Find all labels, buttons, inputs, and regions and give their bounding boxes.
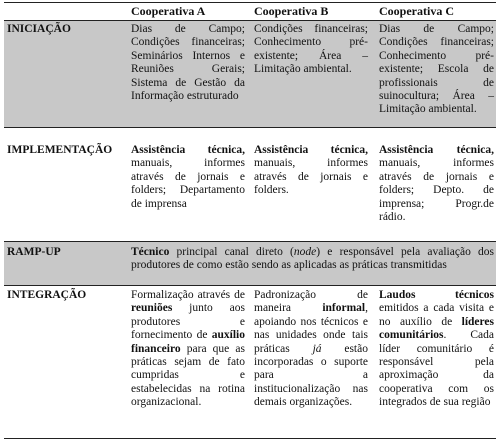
text: Padronização de maneira	[254, 289, 368, 315]
rule-top	[4, 2, 496, 3]
stage-implementacao: IMPLEMENTAÇÃO	[7, 144, 113, 156]
text: para que as práticas sejam de fato cumpridas e estabelecidas na rotina organizacional.	[131, 342, 245, 409]
cell-iniciacao-a: Dias de Campo; Condições financeiras; Seminários Internos e Reuniões Gerais; Sistema de Gestão da Informação estruturado	[131, 23, 245, 103]
stage-iniciacao: INICIAÇÃO	[7, 23, 71, 35]
text: . Cada líder comunitário é responsável pela aproximação da cooperativa com os integrados de sua região	[379, 329, 494, 409]
text: , apoiando nos técnicos e nas unidades onde tais práticas	[254, 302, 368, 355]
text-bold: Assistência técnica,	[131, 144, 245, 156]
text: ) e responsável pela avaliação dos produtores de como estão sendo as aplicadas as práticas transmitidas	[131, 246, 494, 272]
text: Formalização através de	[131, 289, 245, 301]
text-bold: auxílio financeiro	[131, 329, 245, 355]
cell-implementacao-c	[379, 144, 494, 224]
rule-row3	[4, 285, 496, 286]
rule-row1	[4, 127, 496, 128]
header-cooperativa-a: Cooperativa A	[131, 4, 206, 18]
text: emitidos a cada visita e no auxílio de	[379, 302, 494, 328]
text: estão incorporadas o suporte para a institucionalização nas demais organizações.	[254, 342, 368, 409]
header-cooperativa-b: Cooperativa B	[254, 4, 329, 18]
text: manuais, informes através de jornais e folders; Depto. de imprensa; Progr.de rádio.	[379, 157, 494, 224]
cell-integracao-c	[379, 289, 494, 410]
text: principal canal direto (	[169, 246, 294, 258]
cell-iniciacao-c: Dias de Campo; Condições financeiras; Conhecimento pré-existente; Escola de profissionais de suinocultura; Área – Limitação ambiental.	[379, 23, 494, 116]
text-bold: Técnico	[131, 246, 170, 258]
stage-ramp-up: RAMP-UP	[7, 246, 61, 258]
text-bold: Laudos técnicos	[379, 289, 494, 301]
cell-implementacao-a	[131, 144, 245, 211]
text-italic: já	[312, 342, 322, 355]
cell-integracao-a	[131, 289, 245, 410]
text-bold: informal	[322, 302, 366, 315]
comparison-table	[4, 2, 496, 439]
stage-integracao: INTEGRAÇÃO	[7, 289, 87, 301]
text-italic: node	[293, 246, 317, 258]
text: junto aos produtores e fornecimento de	[131, 302, 245, 342]
rule-row2	[4, 241, 496, 242]
header-cooperativa-c: Cooperativa C	[379, 4, 454, 18]
text: manuais, informes através de jornais e folders.	[254, 157, 368, 197]
text-bold: líderes comunitários	[379, 315, 494, 342]
text-bold: Assistência técnica,	[379, 144, 494, 156]
rule-header	[4, 20, 496, 21]
rule-bottom	[4, 438, 496, 439]
cell-iniciacao-b: Condições financeiras; Conhecimento pré-existente; Área – Limitação ambiental.	[254, 23, 368, 76]
cell-integracao-b	[254, 289, 368, 410]
text-bold: Assistência técnica,	[254, 144, 368, 156]
cell-implementacao-b	[254, 144, 368, 198]
text: manuais, informes através de jornais e folders; Departamento de imprensa	[131, 157, 245, 210]
text-bold: reuniões	[131, 302, 173, 315]
cell-ramp-up	[131, 246, 494, 273]
